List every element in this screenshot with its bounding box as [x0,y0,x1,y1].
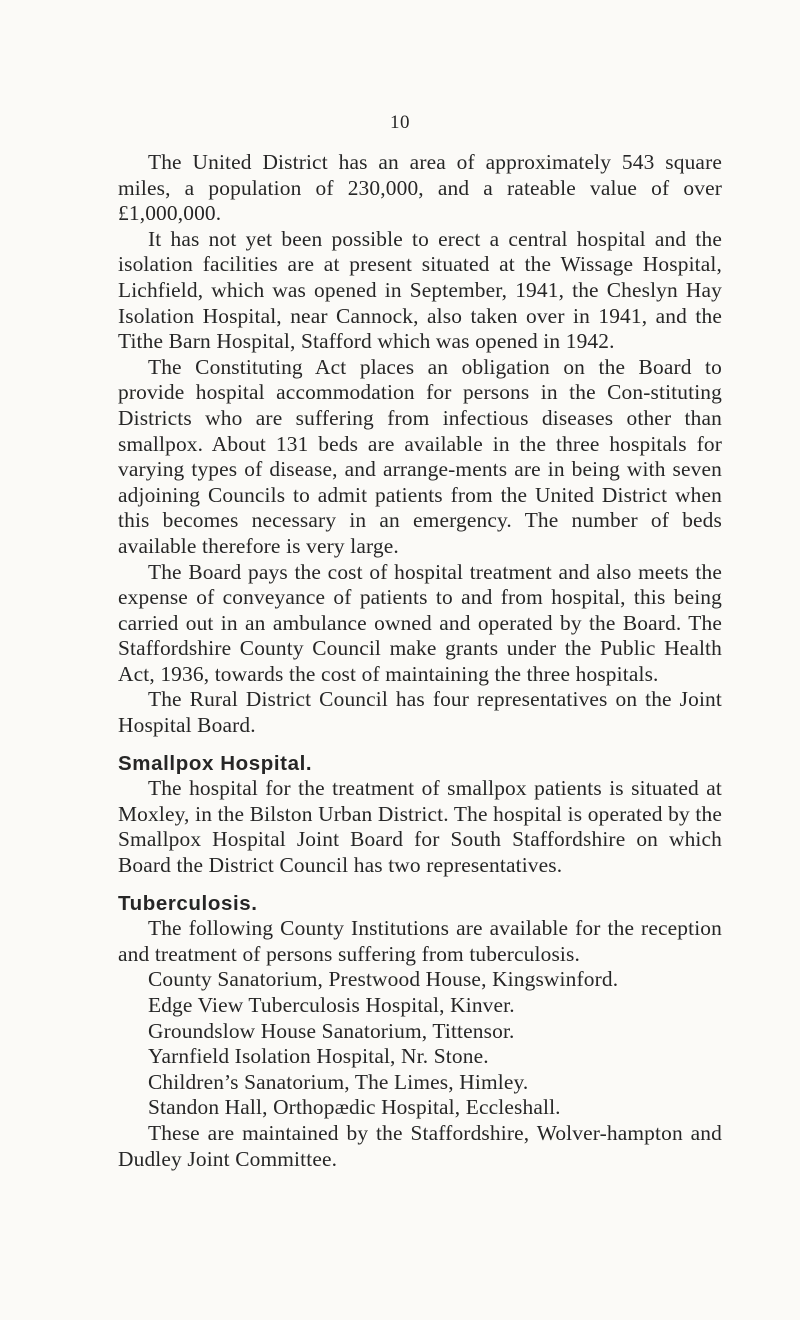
paragraph-district-area: The United District has an area of approximately 543 square miles, a population of 230,000, and a rateable value of over £1,000,000. [118,150,722,226]
paragraph-representatives: The Rural District Council has four representatives on the Joint Hospital Board. [118,687,722,738]
heading-smallpox-hospital: Smallpox Hospital. [118,751,313,775]
paragraph-tuberculosis-closing: These are maintained by the Staffordshire, Wolver-hampton and Dudley Joint Committee. [118,1120,722,1171]
page-body [118,150,722,1172]
page-number: 10 [390,112,410,133]
heading-tuberculosis: Tuberculosis. [118,891,258,915]
list-item: Children’s Sanatorium, The Limes, Himley. [148,1069,529,1094]
list-item: Groundslow House Sanatorium, Tittensor. [148,1018,515,1043]
paragraph-constituting-act: The Constituting Act places an obligation on the Board to provide hospital accommodation for persons in the Con-stituting Districts who are suffering from infectious diseases other than smallpox. About 131 beds are available in the three hospitals for varying types of disease, and arrange-ments are in being with seven adjoining Councils to admit patients from the United District when this becomes necessary in an emergency. The number of beds available therefore is very large. [118,354,722,558]
paragraph-isolation-facilities: It has not yet been possible to erect a central hospital and the isolation facilities are at present situated at the Wissage Hospital, Lichfield, which was opened in September, 1941, the Cheslyn Hay Isolation Hospital, near Cannock, also taken over in 1941, and the Tithe Barn Hospital, Stafford which was opened in 1942. [118,226,722,354]
list-item: County Sanatorium, Prestwood House, Kingswinford. [148,967,619,992]
list-item: Standon Hall, Orthopædic Hospital, Eccleshall. [148,1095,561,1120]
paragraph-tuberculosis-intro: The following County Institutions are available for the reception and treatment of persons suffering from tuberculosis. [118,916,722,966]
paragraph-smallpox-hospital: The hospital for the treatment of smallpox patients is situated at Moxley, in the Bilston Urban District. The hospital is operated by the Smallpox Hospital Joint Board for South Staffordshire on which Board the District Council has two representatives. [118,776,722,878]
tuberculosis-institutions-list [118,967,722,1121]
list-item: Edge View Tuberculosis Hospital, Kinver. [148,993,515,1017]
list-item: Yarnfield Isolation Hospital, Nr. Stone. [148,1044,489,1069]
paragraph-board-costs: The Board pays the cost of hospital treatment and also meets the expense of conveyance of patients to and from hospital, this being carried out in an ambulance owned and operated by the Board. The Staffordshire County Council make grants under the Public Health Act, 1936, towards the cost of maintaining the three hospitals. [118,559,722,686]
